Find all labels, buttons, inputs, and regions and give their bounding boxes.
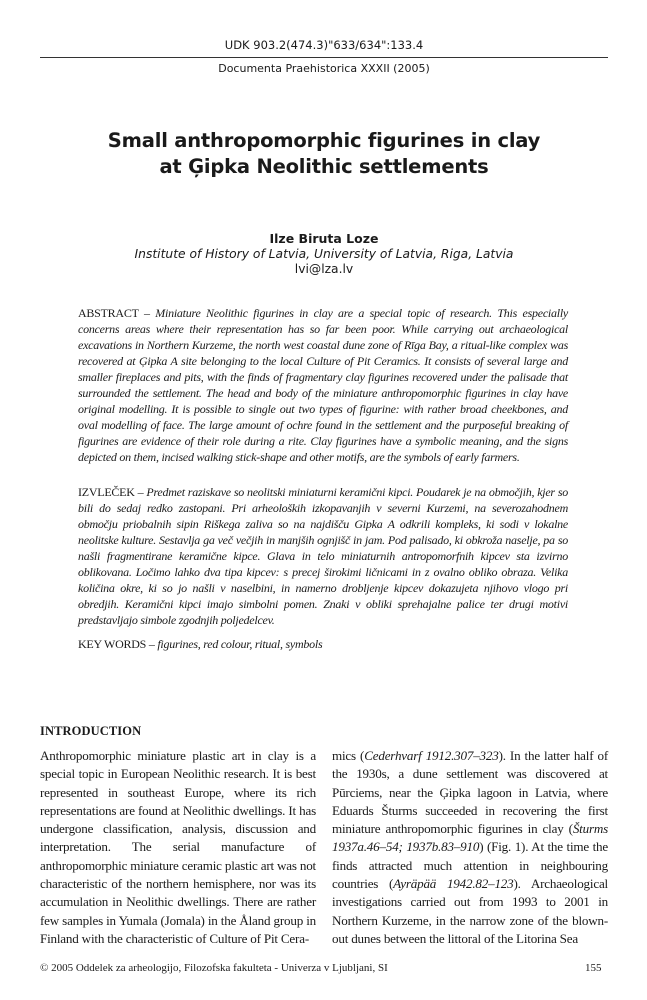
citation: Cederhvarf 1912.307–323 <box>364 748 499 763</box>
author-affiliation: Institute of History of Latvia, University of Latvia, Riga, Latvia <box>134 247 514 261</box>
title-line-2: at Ģipka Neolithic settlements <box>159 155 489 178</box>
keywords-label: KEY WORDS – <box>78 637 158 651</box>
udk-code: UDK 903.2(474.3)"633/634":133.4 <box>224 38 424 52</box>
body-column-left: Anthropomorphic miniature plastic art in clay is a special topic in European Neolithic research. It is best represented in southeast Europe, where its rich representations are found at Neolithic dwellings. It has undergone classification, analysis, discussion and interpretation. The serial manufacture of anthropomorphic miniature ceramic plastic art was not characteristic of the northern hemisphere, nor was its accumulation in Neolithic dwellings. There are rather few samples in Yumala (Jomala) in the Åland group in Finland with the characteristic of Culture of Pit Cera- <box>40 748 316 946</box>
page-number: 155 <box>585 962 602 974</box>
title-line-1: Small anthropomorphic figurines in clay <box>107 129 541 152</box>
keywords-text: figurines, red colour, ritual, symbols <box>157 637 323 651</box>
header-rule <box>40 57 608 58</box>
section-heading: INTRODUCTION <box>40 724 142 738</box>
citation: Ayräpää 1942.82–123 <box>393 876 514 892</box>
abstract-label: ABSTRACT – <box>78 306 156 320</box>
author-email: lvi@lza.lv <box>294 262 354 276</box>
body-right-text-d: ). Archaeological investigations carried out from 1993 to 2001 in Northern Kurzeme, in the narrow zone of the blown-out dunes between the littoral of the Litorina Sea <box>332 876 608 946</box>
keywords <box>78 636 568 652</box>
body-right-text-a: mics ( <box>332 748 365 763</box>
izvlecek-label: IZVLEČEK – <box>78 485 147 499</box>
paper-title <box>40 128 608 180</box>
body-right-text-b: ). In the latter half of the 1930s, a dune settlement was discovered at Pūrciems, near the Ģipka lagoon in Latvia, where Eduards Šturms succeeded in recovering the first miniature anthropomorphic figurines in clay ( <box>332 748 608 837</box>
body-column-right <box>332 747 608 948</box>
izvlecek-text: Predmet raziskave so neolitski miniaturni keramični kipci. Poudarek je na območjih, kjer so bili do sedaj redko zastopani. Pri arheoloških izkopavanjih v severni Kurzemi, na severozahodnem območju priobalnih sipin Riškega zaliva so na najdišču Gipka A odkrili kompleks, ki sodi v lokalne neolitske kulture. Sestavlja ga več večjih in manjših ognjišč in jam. Pod palisado, ki obkroža naselje, pa so našli fragmentirane keramične kipce. Glava in telo miniaturnih antropomorfnih kipcev sta izvirno oblikovana. Ločimo lahko dva tipa kipcev: s precej širokimi ličnicami in z ovalno obliko obraza. Velika količina okre, ki so jo našli v naselbini, in namerno drobljenje kipcev dokazujeta njihovo vlogo pri obredjih. Keramični kipci imajo simbolni pomen. Znaki v obliki sprehajalne palice ter drugi motivi predstavljajo simbole zgodnjih poljedelcev. <box>78 485 569 627</box>
journal-name: Documenta Praehistorica XXXII (2005) <box>218 62 430 75</box>
body-right-text-c: ) (Fig. 1). At the time the finds attracted much attention in neighbouring countries ( <box>332 839 608 892</box>
izvlecek <box>78 484 568 628</box>
author-name: Ilze Biruta Loze <box>269 231 379 246</box>
citation: Šturms 1937a.46–54; 1937b.83–910 <box>332 821 608 855</box>
abstract-text: Miniature Neolithic figurines in clay are a special topic of research. This especially concerns areas where their representation has so far been poor. While carrying out archaeological excavations in Northern Kurzeme, the north west coastal dune zone of Rīga Bay, a ritual-like complex was recovered at Ģipka A site belonging to the local Culture of Pit Ceramics. It consists of several large and smaller fireplaces and pits, with the finds of fragmentary clay figurines recovered under the palisade that surrounded the settlement. The head and body of the miniature anthropomorphic figurines in clay have original modelling. It is possible to single out two types of figurine: with rather broad cheekbones, and oval modelling of face. The large amount of ochre found in the settlement and the purposeful breaking of figurines are evidence of their role during a rite. Clay figurines have a symbolic meaning, and the signs depicted on them, incised walking stick-shape and other motifs, are the symbols of early farmers. <box>78 306 568 464</box>
footer-copyright: © 2005 Oddelek za arheologijo, Filozofska fakulteta - Univerza v Ljubljani, SI <box>40 962 388 974</box>
abstract <box>78 305 568 465</box>
